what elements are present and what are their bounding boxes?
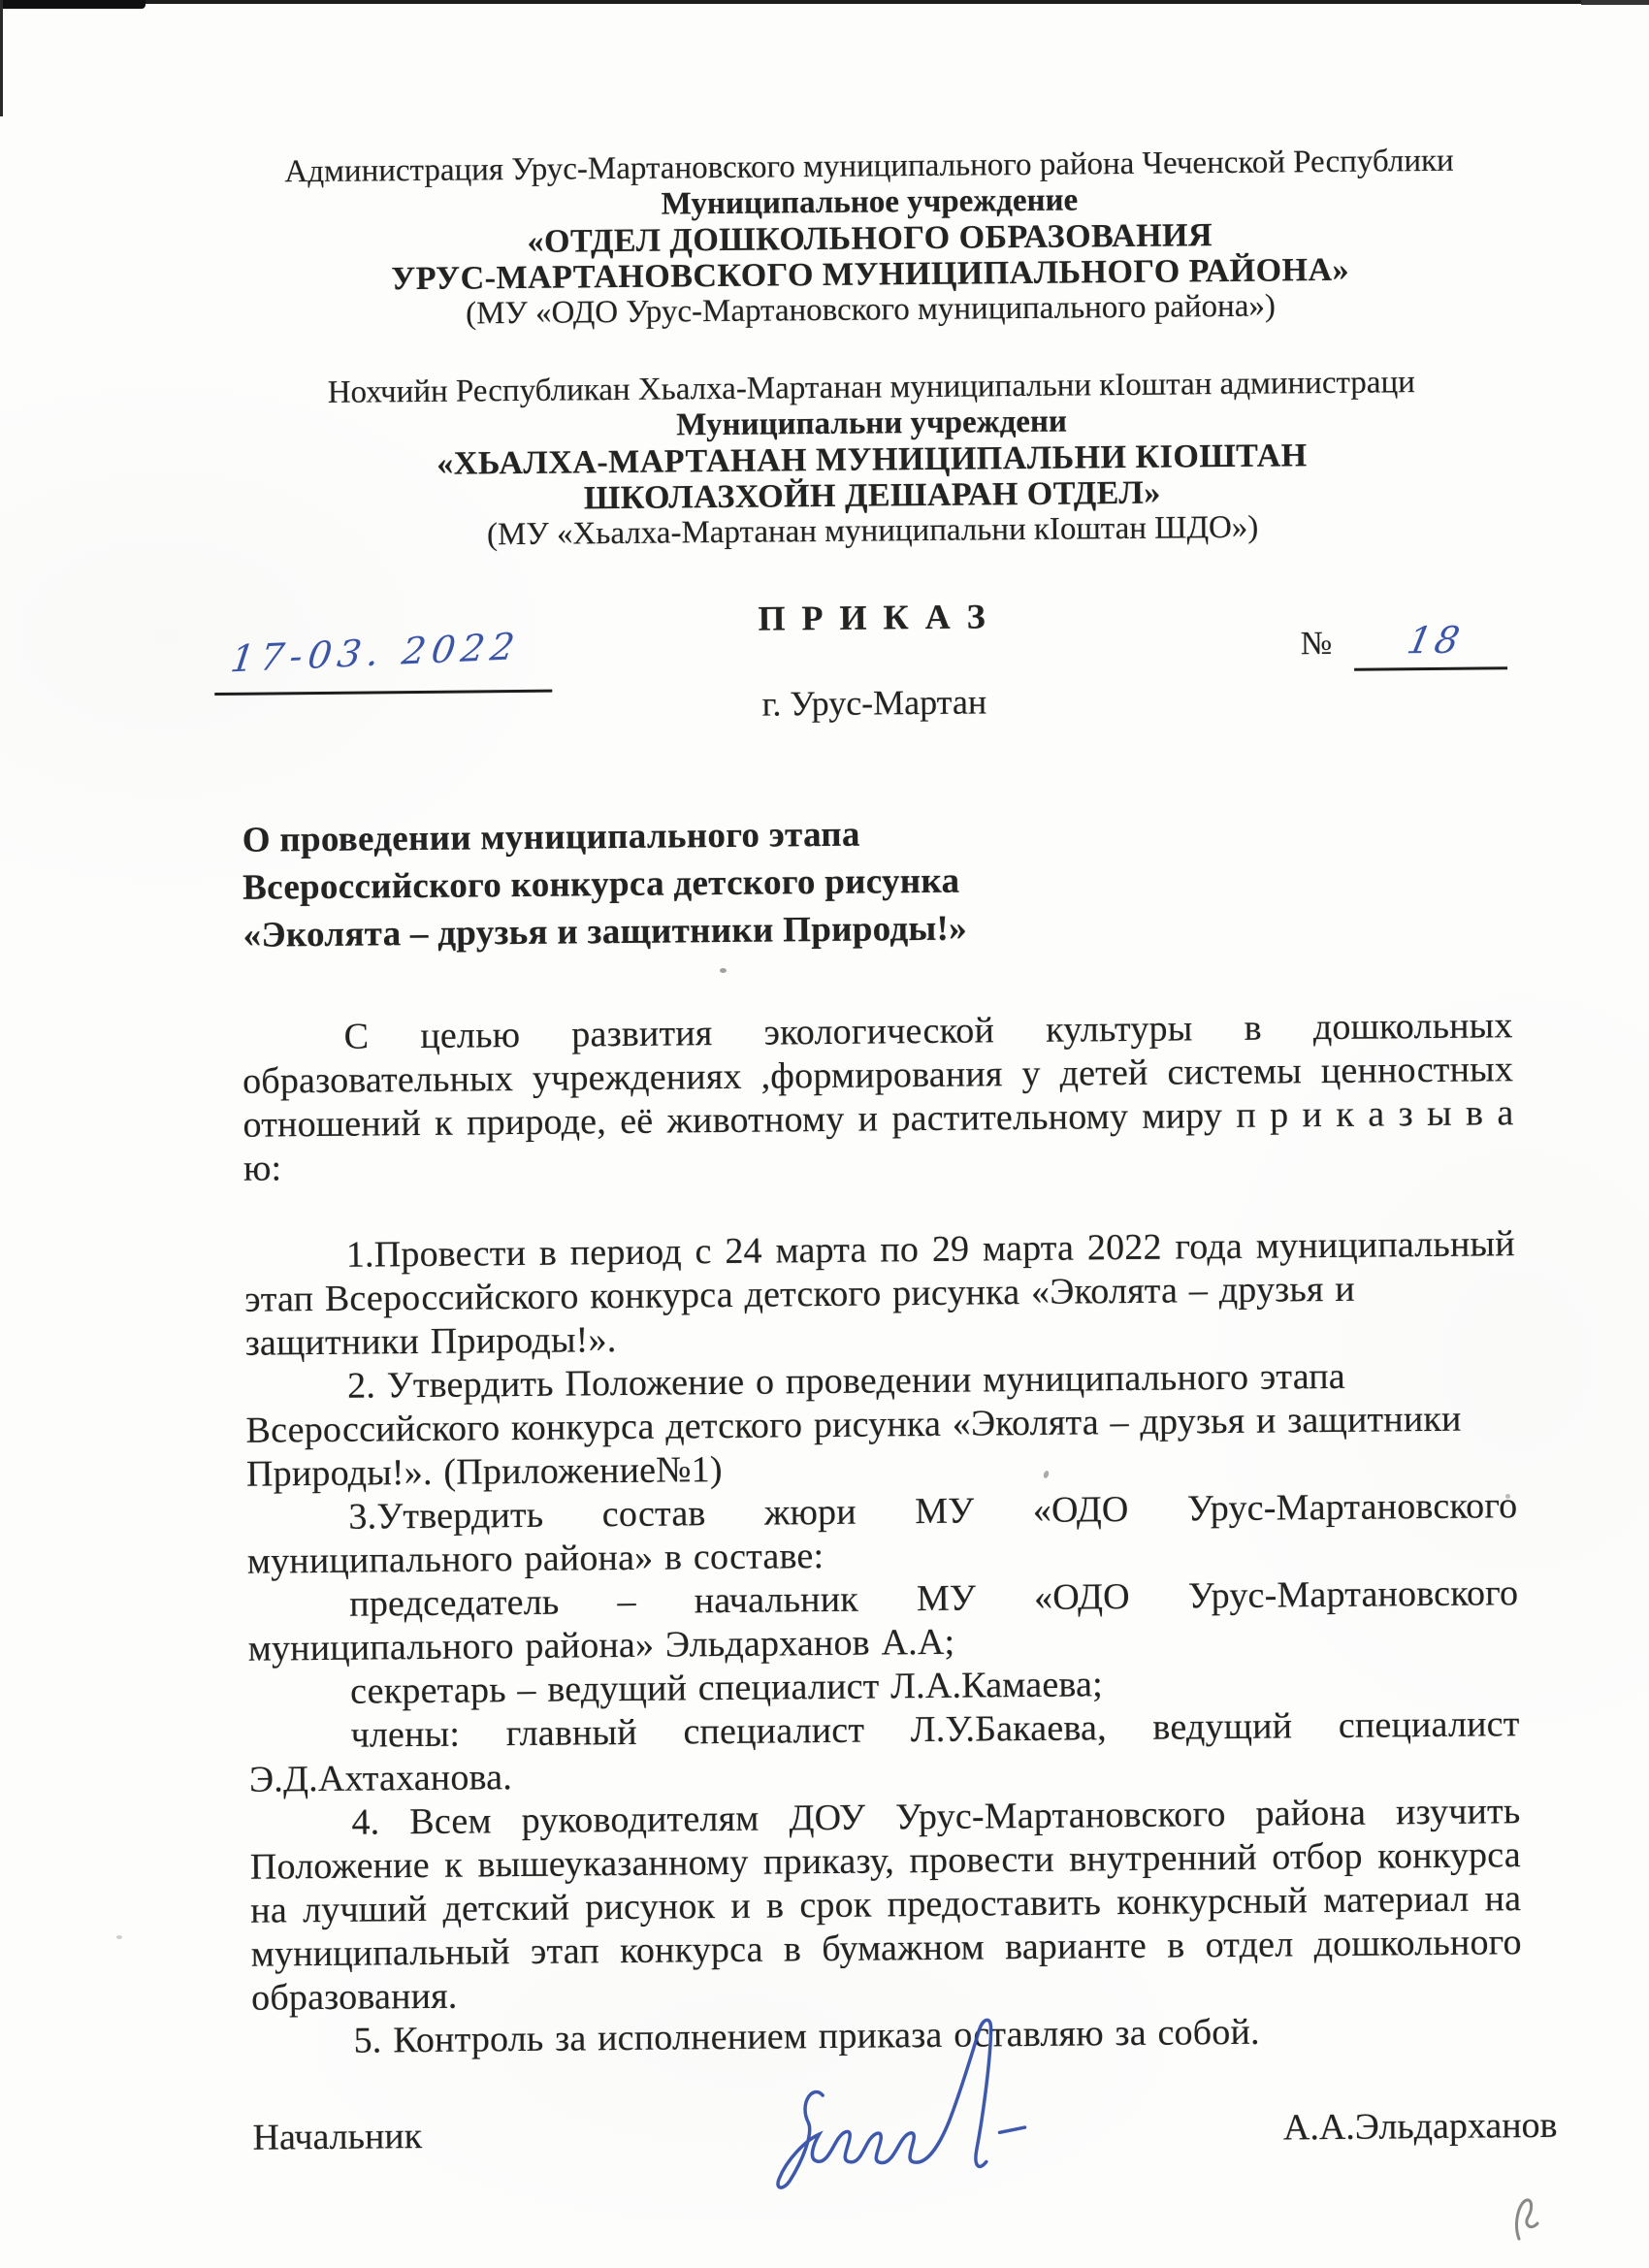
letterhead-che-org-type: Муниципальни учреждени [676,404,1068,443]
letterhead-ru-administration: Администрация Урус-Мартановского муниципального района Чеченской Республики [284,143,1454,190]
body-line: 3.Утвердить состав жюри МУ «ОДО Урус-Мартановского [348,1485,1518,1538]
letterhead-russian [234,143,1506,335]
body-paragraph [247,1571,1519,1671]
body-line: образовательных учреждениях ,формирования у детей системы ценностных [242,1049,1514,1102]
body-paragraph [245,1353,1517,1497]
letterhead-ru-abbreviation: (МУ «ОДО Урус-Мартановского муниципального района») [465,288,1277,332]
body-line: секретарь – ведущий специалист Л.А.Камаева; [349,1664,1104,1712]
order-number-handwritten: 18 [1403,618,1468,663]
order-city: г. Урус-Мартан [761,682,987,724]
body-paragraph [242,1004,1514,1191]
signature-position-label: Начальник [252,2116,423,2158]
body-line: защитники Природы!». [244,1319,617,1364]
body-paragraph [248,1702,1520,1802]
letterhead-che-org-name-1: «ХЬАЛХА-МАРТАНАН МУНИЦИПАЛЬНИ КIОШТАН [436,437,1308,482]
body-line: на лучший детский рисунок и в срок предоставить конкурсный материал на [250,1878,1522,1931]
body-line: Природы!». (Приложение№1) [245,1449,723,1495]
body-line: муниципального района» в составе: [246,1536,824,1582]
letterhead-ru-org-name-2: УРУС-МАРТАНОВСКОГО МУНИЦИПАЛЬНОГО РАЙОНА» [391,251,1350,298]
order-number-line [1354,618,1508,671]
body-line: Э.Д.Ахтаханова. [248,1757,513,1800]
letterhead-che-administration: Нохчийн Республикан Хьалха-Мартанан муниципальни кIоштан администраци [327,365,1415,410]
body-line: муниципального района» Эльдарханов А.А; [247,1621,955,1669]
letterhead-che-abbreviation: (МУ «Хьалха-Мартанан муниципальни кIоштан ШДО») [486,509,1259,553]
body-line: Положение к вышеуказанному приказу, провести внутренний отбор конкурса [249,1834,1522,1888]
order-number-label: № [1300,625,1333,663]
body-paragraph [246,1484,1518,1584]
handwritten-signature-icon [754,2014,1037,2211]
letterhead-che-org-name-2: ШКОЛАЗХОЙН ДЕШАРАН ОТДЕЛ» [583,474,1161,517]
letterhead-ru-org-type: Муниципальное учреждение [661,182,1079,222]
body-line: 5. Контроль за исполнением приказа оставляю за собой. [353,2011,1260,2061]
body-line: 2. Утвердить Положение о проведении муниципального этапа [346,1355,1346,1407]
body-line: отношений к природе, её животному и растительному миру п р и к а з ы в а ю: [242,1092,1514,1189]
order-date-handwritten: 17-03. 2022 [228,625,523,681]
body-paragraph [249,1790,1522,2021]
body-line: 4. Всем руководителям ДОУ Урус-Мартановского района изучить [351,1791,1521,1843]
signature-name: А.А.Эльдарханов [1282,2104,1558,2149]
body-line: С целью развития экологической культуры в дошкольных [343,1005,1513,1057]
order-body [242,1004,1522,2064]
order-number-field [1300,618,1468,663]
letterhead-chechen [236,364,1508,556]
body-line: образования. [250,1975,458,2019]
body-line: этап Всероссийского конкурса детского рисунка «Эколята – друзья и [244,1268,1356,1320]
body-line: председатель – начальник МУ «ОДО Урус-Мартановского [349,1572,1519,1625]
letterhead-ru-org-name-1: «ОТДЕЛ ДОШКОЛЬНОГО ОБРАЗОВАНИЯ [527,217,1213,260]
body-line: члены: главный специалист Л.У.Бакаева, ведущий специалист [350,1703,1520,1756]
body-paragraph [244,1222,1516,1366]
body-line: 1.Провести в период с 24 марта по 29 марта 2022 года муниципальный [345,1223,1515,1276]
order-title: П Р И К А З [758,597,989,638]
body-line: Всероссийского конкурса детского рисунка «Эколята – друзья и защитники [245,1398,1462,1451]
order-subject: О проведении муниципального этапа Всероссийского конкурса детского рисунка «Эколята – друзья и защитники Природы!» [242,814,968,956]
body-line: муниципальный этап конкурса в бумажном варианте в отдел дошкольного [250,1922,1522,1975]
